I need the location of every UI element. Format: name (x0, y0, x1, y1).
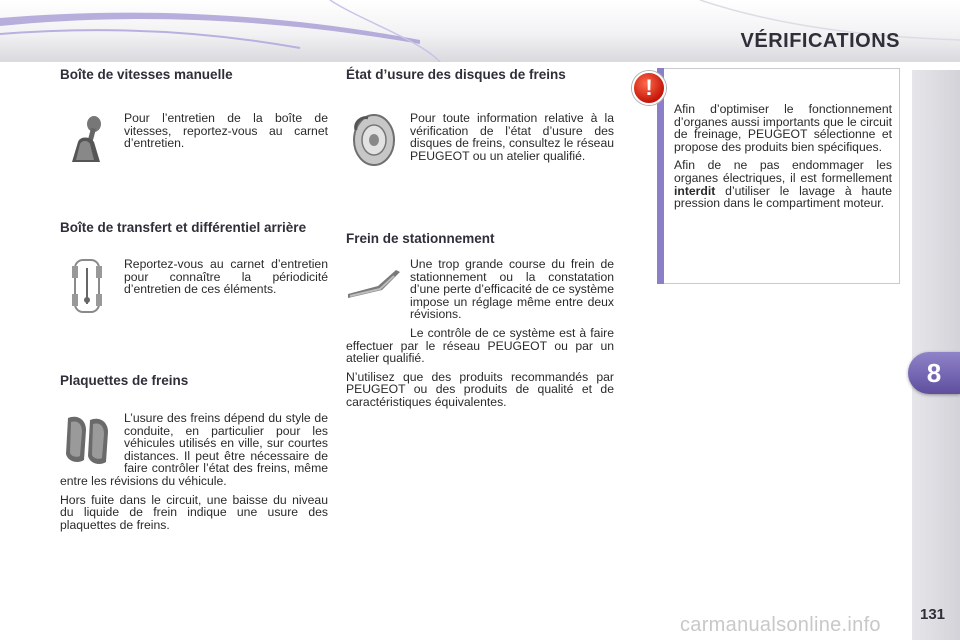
brake-pads-paragraph-1: L’usure des freins dépend du style de conduite, en particulier pour les véhicules utilisés en ville, sur courtes distances. Il peut être nécessaire de faire contrôler l’état des freins, même entre les révisions du véhicule. (60, 411, 328, 488)
manual-gearbox-text (124, 112, 328, 156)
brake-disc-icon (350, 112, 398, 168)
brake-discs-text (410, 112, 614, 168)
chapter-tab[interactable] (908, 352, 960, 394)
gear-lever-icon (64, 114, 108, 166)
page-number: 131 (920, 606, 946, 623)
warning-paragraph-2: Afin de ne pas endommager les organes électriques, il est formellement interdit d’utiliser le lavage à haute pression dans le compartiment moteur. (674, 158, 892, 211)
section-title-brake-discs: État d’usure des disques de freins (346, 67, 566, 82)
warning-text (674, 103, 892, 216)
transfer-box-text (124, 258, 328, 302)
section-title-parking-brake: Frein de stationnement (346, 231, 495, 246)
parking-brake-paragraph-2: Le contrôle de ce système est à faire effectuer par le réseau PEUGEOT ou par un atelier qualifié. (346, 325, 614, 366)
warning-icon (632, 71, 666, 105)
warning-emphasis: interdit (674, 183, 716, 198)
warning-symbol: ! (645, 75, 653, 100)
transfer-box-paragraph: Reportez-vous au carnet d’entretien pour connaître la périodicité d’entretien de ces éléments. (124, 257, 328, 297)
section-title-manual-gearbox: Boîte de vitesses manuelle (60, 67, 233, 82)
drivetrain-icon (72, 258, 102, 314)
header-band (0, 0, 960, 62)
brake-pads-paragraph-2: Hors fuite dans le circuit, une baisse du niveau du liquide de frein indique une usure des plaquettes de freins. (60, 492, 328, 532)
page-title: VÉRIFICATIONS (740, 30, 900, 52)
parking-brake-paragraph-1: Une trop grande course du frein de stationnement ou la constatation d’une perte d’efficacité de ce système impose un réglage même entre deux révisions. (410, 257, 614, 322)
brake-pads-text (60, 412, 328, 537)
section-title-transfer-box: Boîte de transfert et différentiel arrière (60, 220, 307, 235)
section-title-brake-pads: Plaquettes de freins (60, 373, 189, 388)
brake-discs-paragraph: Pour toute information relative à la vérification de l’état d’usure des disques de freins, consultez le réseau PEUGEOT ou un atelier qualifié. (410, 111, 614, 163)
parking-brake-paragraph-3: N’utilisez que des produits recommandés par PEUGEOT ou des produits de qualité et de caractéristiques équivalentes. (346, 369, 614, 409)
manual-gearbox-paragraph: Pour l’entretien de la boîte de vitesses, reportez-vous au carnet d’entretien. (124, 111, 328, 151)
warning-paragraph-1: Afin d’optimiser le fonctionnement d’organes aussi importants que le circuit de freinage, PEUGEOT sélectionne et propose des produits bien spécifiques. (674, 102, 892, 154)
parking-brake-text (346, 258, 614, 415)
watermark: carmanualsonline.info (680, 614, 881, 636)
chapter-number: 8 (926, 357, 942, 388)
